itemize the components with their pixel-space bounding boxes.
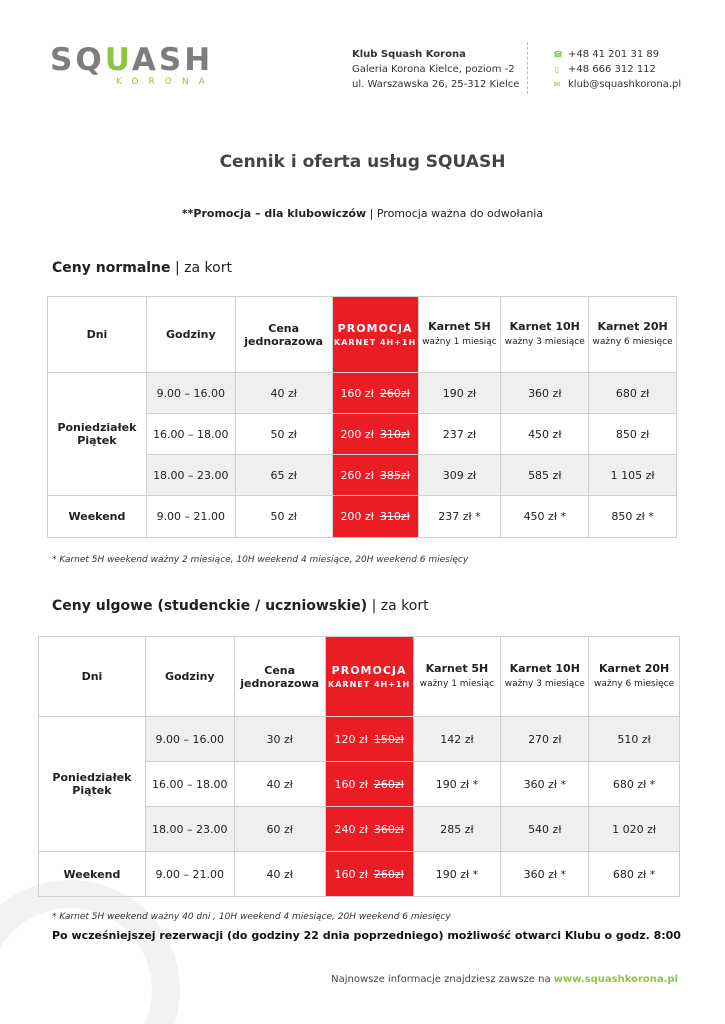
- hours-cell: 9.00 – 16.00: [146, 373, 235, 414]
- col-header-single: Cena jednorazowa: [234, 637, 325, 717]
- karnet-10h-cell: 450 zł *: [501, 496, 589, 538]
- col-header-hours: Godziny: [146, 297, 235, 373]
- background-arc-decoration: [0, 880, 180, 1024]
- col-header-promo: PROMOCJA KARNET 4H+1H: [325, 637, 413, 717]
- price-table-normal: [47, 296, 677, 538]
- promo-price-cell: 240 zł 360zł: [325, 807, 413, 852]
- single-price-cell: 60 zł: [234, 807, 325, 852]
- karnet-10h-cell: 360 zł *: [501, 852, 589, 897]
- karnet-5h-cell: 237 zł *: [418, 496, 501, 538]
- promo-price-cell: 120 zł 150zł: [325, 717, 413, 762]
- phone-icon: ☎: [553, 50, 563, 59]
- col-header-karnet-5h: Karnet 5H ważny 1 miesiąc: [413, 637, 501, 717]
- karnet-5h-cell: 190 zł: [418, 373, 501, 414]
- single-price-cell: 50 zł: [235, 496, 332, 538]
- col-header-karnet-10h: Karnet 10H ważny 3 miesiące: [501, 637, 589, 717]
- section-title-reduced: Ceny ulgowe (studenckie / uczniowskie) | za kort: [52, 598, 429, 614]
- logo-subtitle: KORONA: [116, 77, 215, 87]
- mail-icon: ✉: [553, 80, 561, 89]
- karnet-5h-cell: 309 zł: [418, 455, 501, 496]
- table-row: [48, 373, 677, 414]
- promo-price-cell: 260 zł 385zł: [332, 455, 418, 496]
- table-header-row: [39, 637, 680, 717]
- karnet-20h-cell: 850 zł *: [589, 496, 677, 538]
- karnet-20h-cell: 510 zł: [589, 717, 680, 762]
- hours-cell: 9.00 – 21.00: [145, 852, 234, 897]
- club-name: Klub Squash Korona: [352, 49, 466, 60]
- col-header-single: Cena jednorazowa: [235, 297, 332, 373]
- promo-price-cell: 160 zł 260zł: [332, 373, 418, 414]
- hours-cell: 18.00 – 23.00: [146, 455, 235, 496]
- karnet-20h-cell: 1 020 zł: [589, 807, 680, 852]
- page-title: Cennik i oferta usług SQUASH: [219, 152, 506, 172]
- hours-cell: 16.00 – 18.00: [146, 414, 235, 455]
- table-row: [39, 852, 680, 897]
- header: [0, 0, 725, 120]
- hours-cell: 16.00 – 18.00: [145, 762, 234, 807]
- footer: [331, 974, 678, 985]
- phone-row: [553, 47, 681, 62]
- footer-text: Najnowsze informacje znajdziesz zawsze na: [331, 974, 554, 985]
- table-row: [48, 496, 677, 538]
- mobile-icon: ▯: [554, 65, 560, 74]
- early-opening-note: Po wcześniejszej rezerwacji (do godziny 22 dnia poprzedniego) możliwość otwarci Klubu o godz. 8:00: [52, 929, 681, 942]
- phone-number: +48 41 201 31 89: [568, 49, 660, 60]
- footnote-normal: * Karnet 5H weekend ważny 2 miesiące, 10H weekend 4 miesiące, 20H weekend 6 miesięcy: [52, 555, 469, 565]
- section-title-normal: Ceny normalne | za kort: [52, 260, 232, 276]
- col-header-karnet-20h: Karnet 20H ważny 6 miesięce: [589, 637, 680, 717]
- mobile-number: +48 666 312 112: [568, 64, 656, 75]
- single-price-cell: 40 zł: [235, 373, 332, 414]
- single-price-cell: 40 zł: [234, 852, 325, 897]
- promo-notice-rest: Promocja ważna do odwołania: [376, 207, 544, 220]
- header-divider: [527, 42, 528, 94]
- promo-price-cell: 200 zł 310zł: [332, 414, 418, 455]
- karnet-20h-cell: 1 105 zł: [589, 455, 677, 496]
- karnet-5h-cell: 237 zł: [418, 414, 501, 455]
- karnet-20h-cell: 680 zł *: [589, 852, 680, 897]
- hours-cell: 9.00 – 16.00: [145, 717, 234, 762]
- email-address[interactable]: klub@squashkorona.pl: [568, 79, 682, 90]
- single-price-cell: 40 zł: [234, 762, 325, 807]
- price-table-reduced: [38, 636, 680, 897]
- logo: [50, 42, 246, 95]
- promo-price-cell: 200 zł 310zł: [332, 496, 418, 538]
- karnet-20h-cell: 680 zł *: [589, 762, 680, 807]
- contact-info: [553, 47, 681, 92]
- col-header-days: Dni: [39, 637, 146, 717]
- hours-cell: 18.00 – 23.00: [145, 807, 234, 852]
- mobile-row: [553, 62, 681, 77]
- single-price-cell: 50 zł: [235, 414, 332, 455]
- address-line-1: Galeria Korona Kielce, poziom -2: [352, 64, 515, 75]
- karnet-10h-cell: 360 zł *: [501, 762, 589, 807]
- day-cell-weekday: Poniedziałek Piątek: [48, 373, 147, 496]
- address-line-2: ul. Warszawska 26, 25-312 Kielce: [352, 79, 520, 90]
- club-info: [352, 47, 519, 92]
- karnet-20h-cell: 850 zł: [589, 414, 677, 455]
- logo-wordmark: SQUASH: [50, 42, 214, 78]
- footnote-reduced: * Karnet 5H weekend ważny 40 dni , 10H weekend 4 miesiące, 20H weekend 6 miesięcy: [52, 912, 451, 922]
- promo-price-cell: 160 zł 260zł: [325, 762, 413, 807]
- col-header-karnet-5h: Karnet 5H ważny 1 miesiąc: [418, 297, 501, 373]
- col-header-promo: PROMOCJA KARNET 4H+1H: [332, 297, 418, 373]
- footer-url-link[interactable]: www.squashkorona.pl: [553, 974, 678, 985]
- promo-notice-bold: **Promocja – dla klubowiczów: [181, 207, 367, 220]
- col-header-days: Dni: [48, 297, 147, 373]
- table-row: [39, 717, 680, 762]
- promo-price-cell: 160 zł 260zł: [325, 852, 413, 897]
- hours-cell: 9.00 – 21.00: [146, 496, 235, 538]
- day-cell-weekend: Weekend: [39, 852, 146, 897]
- col-header-hours: Godziny: [145, 637, 234, 717]
- promo-notice-sep: |: [366, 207, 377, 220]
- karnet-10h-cell: 360 zł: [501, 373, 589, 414]
- karnet-5h-cell: 190 zł *: [413, 762, 501, 807]
- table-header-row: [48, 297, 677, 373]
- email-row: [553, 77, 681, 92]
- karnet-10h-cell: 540 zł: [501, 807, 589, 852]
- karnet-10h-cell: 450 zł: [501, 414, 589, 455]
- karnet-20h-cell: 680 zł: [589, 373, 677, 414]
- promo-notice: [0, 207, 725, 220]
- karnet-5h-cell: 285 zł: [413, 807, 501, 852]
- single-price-cell: 30 zł: [234, 717, 325, 762]
- karnet-10h-cell: 270 zł: [501, 717, 589, 762]
- day-cell-weekend: Weekend: [48, 496, 147, 538]
- single-price-cell: 65 zł: [235, 455, 332, 496]
- day-cell-weekday: Poniedziałek Piątek: [39, 717, 146, 852]
- karnet-5h-cell: 190 zł *: [413, 852, 501, 897]
- karnet-5h-cell: 142 zł: [413, 717, 501, 762]
- karnet-10h-cell: 585 zł: [501, 455, 589, 496]
- col-header-karnet-10h: Karnet 10H ważny 3 miesiące: [501, 297, 589, 373]
- col-header-karnet-20h: Karnet 20H ważny 6 miesięce: [589, 297, 677, 373]
